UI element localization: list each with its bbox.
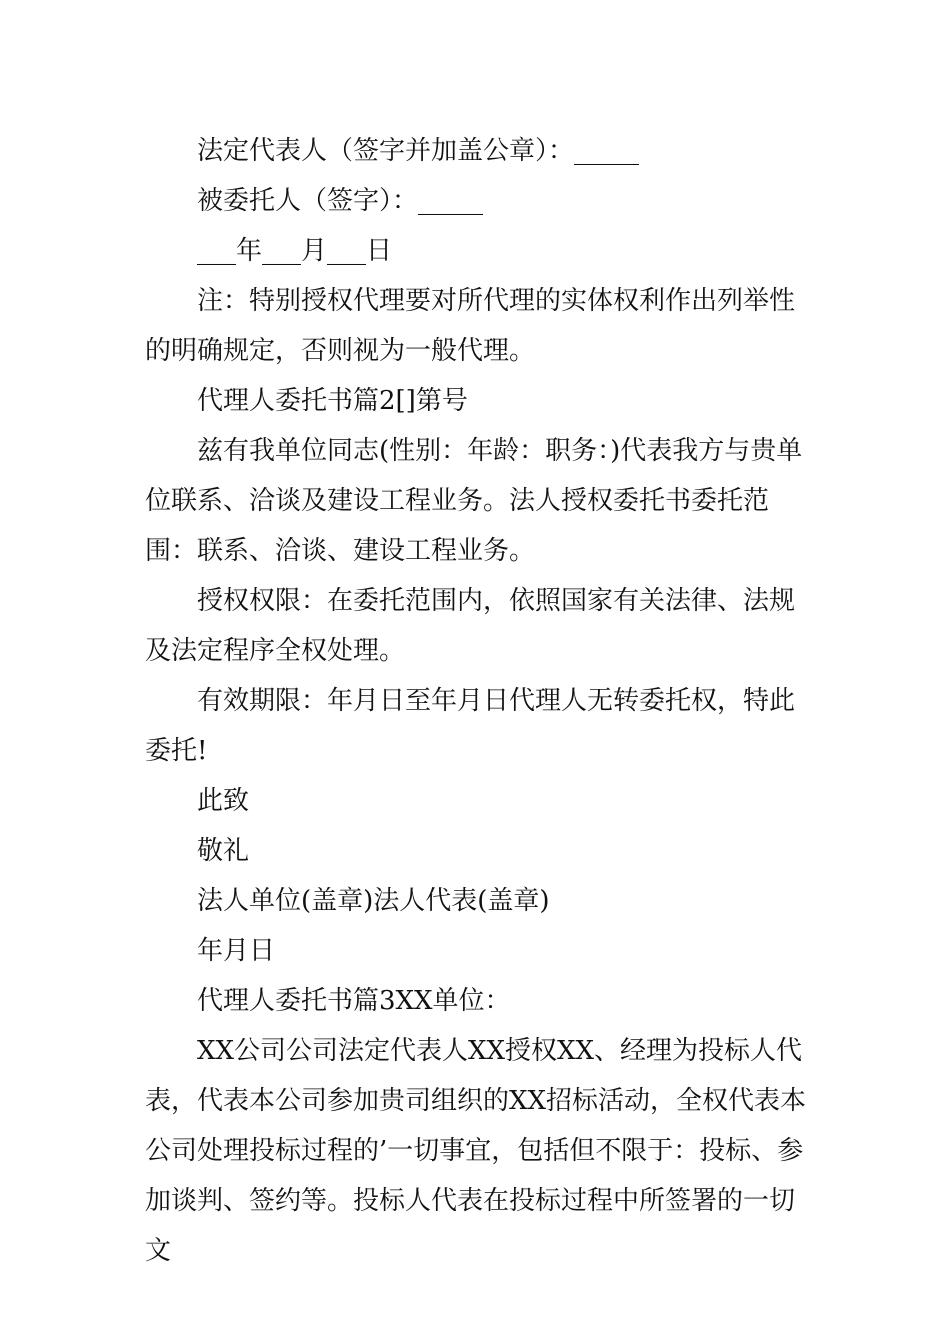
note-paragraph: 注：特别授权代理要对所代理的实体权利作出列举性的明确规定，否则视为一般代理。 xyxy=(145,286,796,366)
body-paragraph-3: XX公司公司法定代表人XX授权XX、经理为投标人代表，代表本公司参加贵司组织的XX招标活动，全权代表本公司处理投标过程的’一切事宜，包括但不限于：投标、参加谈判、签约等。投标人代表在投标过程中所签署的一切文 xyxy=(145,1036,807,1266)
validity-paragraph: 有效期限：年月日至年月日代理人无转委托权，特此委托! xyxy=(145,686,796,766)
closing-line-2: 敬礼 xyxy=(197,836,250,866)
authority-paragraph: 授权权限：在委托范围内，依照国家有关法律、法规及法定程序全权处理。 xyxy=(145,586,796,666)
seal-line: 法人单位(盖章)法人代表(盖章) xyxy=(197,886,550,916)
date-line: ___年___月___日 xyxy=(197,236,393,266)
body-paragraph: 兹有我单位同志(性别：年龄：职务：)代表我方与贵单位联系、洽谈及建设工程业务。法人授权委托书委托范围：联系、洽谈、建设工程业务。 xyxy=(145,436,803,566)
legal-representative-signature-line: 法定代表人（签字并加盖公章）：_____ xyxy=(197,136,640,166)
date-line-2: 年月日 xyxy=(197,936,276,966)
closing-line-1: 此致 xyxy=(197,786,250,816)
document-body xyxy=(145,126,815,1276)
section-heading-3: 代理人委托书篇3XX单位： xyxy=(197,986,511,1016)
trustee-signature-line: 被委托人（签字）：_____ xyxy=(197,186,484,216)
section-heading-2: 代理人委托书篇2[]第号 xyxy=(197,386,468,416)
